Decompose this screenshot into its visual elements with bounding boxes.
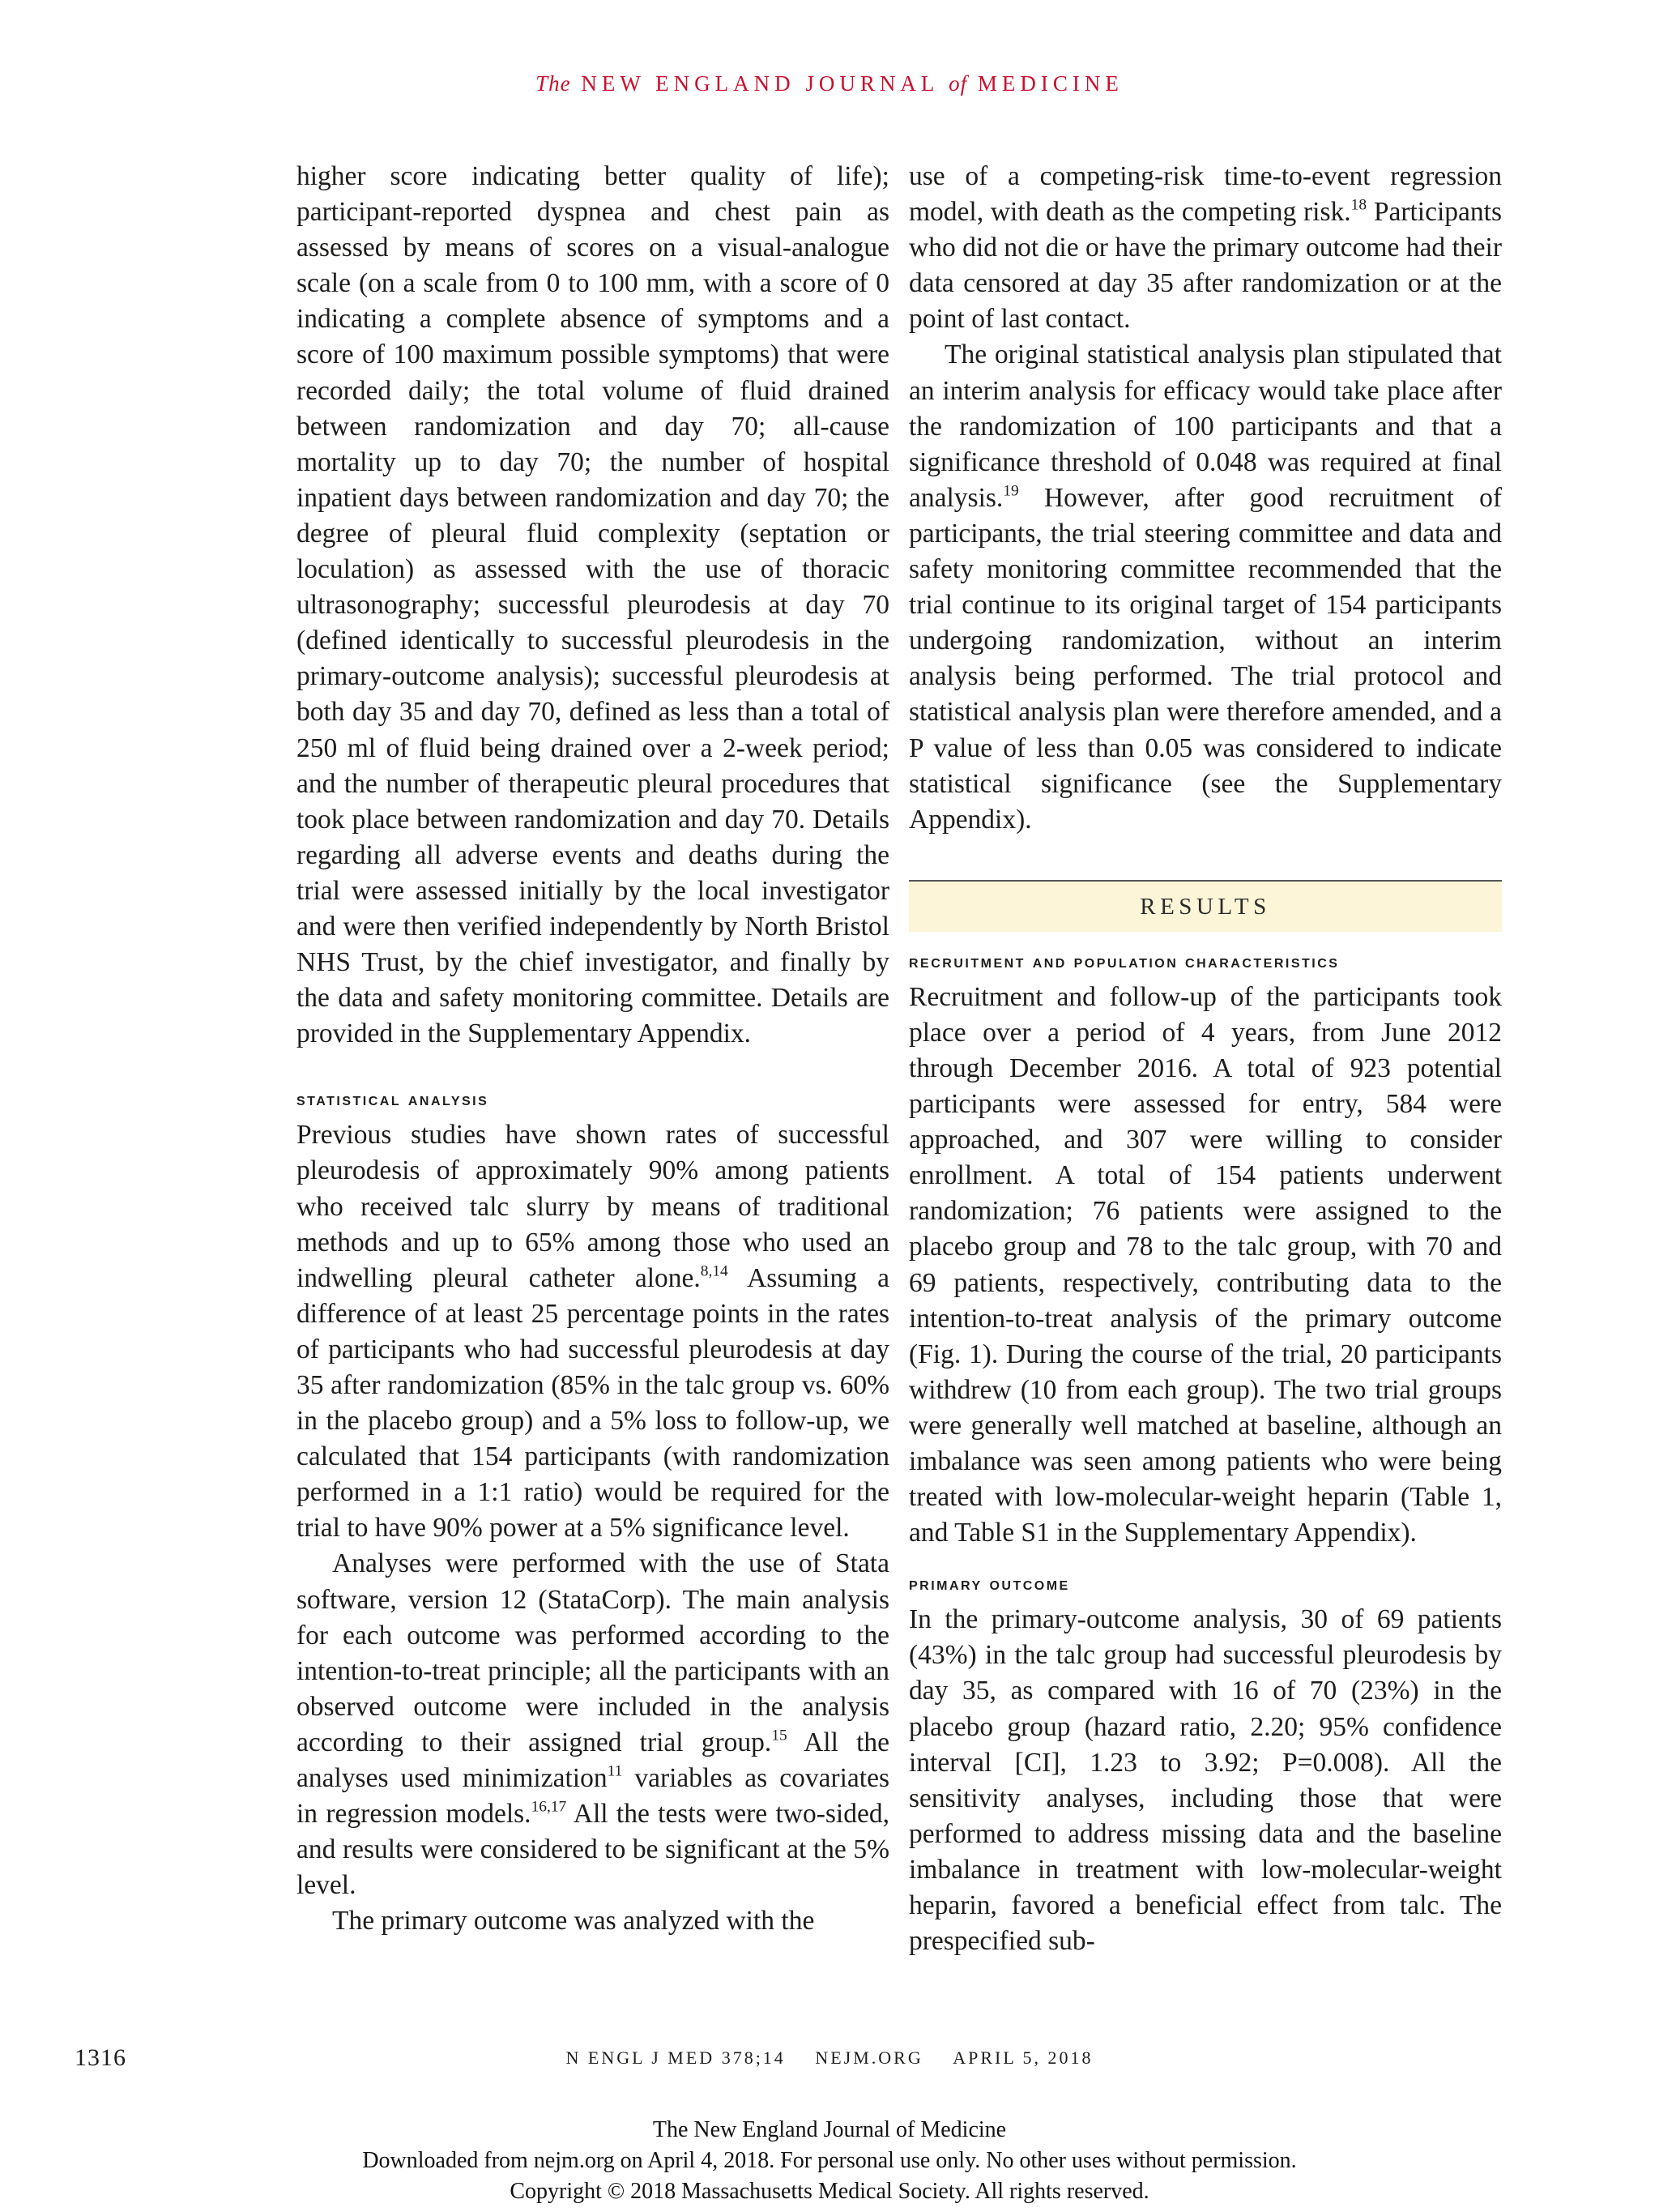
running-head	[0, 71, 1659, 96]
left-paragraph-4: The primary outcome was analyzed with the	[332, 1906, 815, 1937]
results-section-banner: RESULTS	[909, 880, 1502, 932]
right-paragraph-1: use of a competing-risk time-to-event regression model, with death as the competing risk.$^{18}$ Participants who did not die or have the primary outcome had their data censored at day 35 after randomization or at the point of last contact.	[909, 161, 1502, 335]
reference-superscript: 11	[607, 1762, 623, 1780]
right-paragraph-3: Recruitment and follow-up of the participants took place over a period of 4 years, from June 2012 through December 2016. A total of 923 potential participants were assessed for entry, 584 were approached, and 307 were willing to consider enrollment. A total of 154 patients underwent randomization; 76 patients were assigned to the placebo group and 78 to the talc group, with 70 and 69 patients, respectively, contributing data to the intention-to-treat analysis of the primary outcome (Fig. 1). During the course of the trial, 20 participants withdrew (10 from each group). The two trial groups were generally well matched at baseline, although an imbalance was seen among patients who were being treated with low-molecular-weight heparin (Table 1, and Table S1 in the Supplementary Appendix).	[909, 981, 1502, 1548]
running-head-journal-a: NEW ENGLAND JOURNAL	[581, 71, 939, 96]
right-paragraph-2: The original statistical analysis plan stipulated that an interim analysis for efficacy would take place after the randomization of 100 participants and that a significance threshold of 0.048 was required at final analysis.$^{19}$ However, after good recruitment of participants, the trial steering committee and data and safety monitoring committee recommended that the trial continue to its original target of 154 participants undergoing randomization, without an interim analysis being performed. The trial protocol and statistical analysis plan were therefore amended, and a P value of less than 0.05 was considered to indicate statistical significance (see the Supplementary Appendix).	[909, 339, 1502, 835]
statistical-analysis-heading: statistical analysis	[296, 1089, 489, 1110]
reference-superscript: 15	[771, 1727, 787, 1744]
footer-date: APRIL 5, 2018	[953, 2048, 1094, 2068]
reference-superscript: 8,14	[700, 1262, 728, 1280]
download-notice	[0, 2115, 1659, 2207]
running-head-the: The	[535, 71, 571, 96]
footer-journal-citation: N ENGL J MED 378;14	[565, 2048, 786, 2068]
left-paragraph-3: Analyses were performed with the use of Stata software, version 12 (StataCorp). The main analysis for each outcome was performed according to the intention-to-treat principle; all the participants with an observed outcome were included in the analysis according to their assigned trial group.$^{15}$ All the analyses used minimization$^{11}$ variables as covariates in regression models.$^{16,17}$ All the tests were two-sided, and results were considered to be significant at the 5% level.	[296, 1548, 889, 1901]
running-head-of: of	[949, 71, 968, 96]
right-column	[909, 159, 1502, 1959]
left-paragraph-2: Previous studies have shown rates of successful pleurodesis of approximately 90% among patients who received talc slurry by means of traditional methods and up to 65% among those who used an indwelling pleural catheter alone.$^{8,14}$ Assuming a difference of at least 25 percentage points in the rates of participants who had successful pleurodesis at day 35 after randomization (85% in the talc group vs. 60% in the placebo group) and a 5% loss to follow-up, we calculated that 154 participants (with randomization performed in a 1:1 ratio) would be required for the trial to have 90% power at a 5% significance level.	[296, 1120, 890, 1544]
right-paragraph-4: In the primary-outcome analysis, 30 of 69 patients (43%) in the talc group had successful pleurodesis by day 35, as compared with 16 of 70 (23%) in the placebo group (hazard ratio, 2.20; 95% confidence interval [CI], 1.23 to 3.92; P=0.008). All the sensitivity analyses, including those that were performed to address missing data and the baseline imbalance in treatment with low-molecular-weight heparin, favored a beneficial effect from talc. The prespecified sub-	[909, 1604, 1502, 1957]
page-number: 1316	[75, 2044, 126, 2071]
download-notice-copyright: Copyright © 2018 Massachusetts Medical Society. All rights reserved.	[510, 2179, 1149, 2204]
footer-citation	[0, 2048, 1659, 2069]
download-notice-usage: Downloaded from nejm.org on April 4, 2018. For personal use only. No other uses without permission.	[362, 2148, 1297, 2173]
left-paragraph-1: higher score indicating better quality of life); participant-reported dyspnea and chest pain as assessed by means of scores on a visual-analogue scale (on a scale from 0 to 100 mm, with a score of 0 indicating a complete absence of symptoms and a score of 100 maximum possible symptoms) that were recorded daily; the total volume of fluid drained between randomization and day 70; all-cause mortality up to day 70; the number of hospital inpatient days between randomization and day 70; the degree of pleural fluid complexity (septation or loculation) as assessed with the use of thoracic ultrasonography; successful pleurodesis at day 70 (defined identically to successful pleurodesis in the primary-outcome analysis); successful pleurodesis at both day 35 and day 70, defined as less than a total of 250 ml of fluid being drained over a 2-week period; and the number of therapeutic pleural procedures that took place between randomization and day 70. Details regarding all adverse events and deaths during the trial were assessed initially by the local investigator and were then verified independently by North Bristol NHS Trust, by the chief investigator, and finally by the data and safety monitoring committee. Details are provided in the Supplementary Appendix.	[296, 161, 889, 1049]
reference-superscript: 18	[1350, 196, 1367, 214]
running-head-journal-b: MEDICINE	[977, 71, 1124, 96]
footer-site: NEJM.ORG	[815, 2048, 923, 2068]
left-column	[296, 159, 889, 1940]
reference-superscript: 19	[1003, 482, 1019, 500]
primary-outcome-heading: primary outcome	[909, 1574, 1070, 1595]
download-notice-title: The New England Journal of Medicine	[652, 2117, 1007, 2142]
recruitment-heading: recruitment and population characteristics	[909, 950, 1340, 971]
reference-superscript: 16,17	[531, 1798, 567, 1816]
